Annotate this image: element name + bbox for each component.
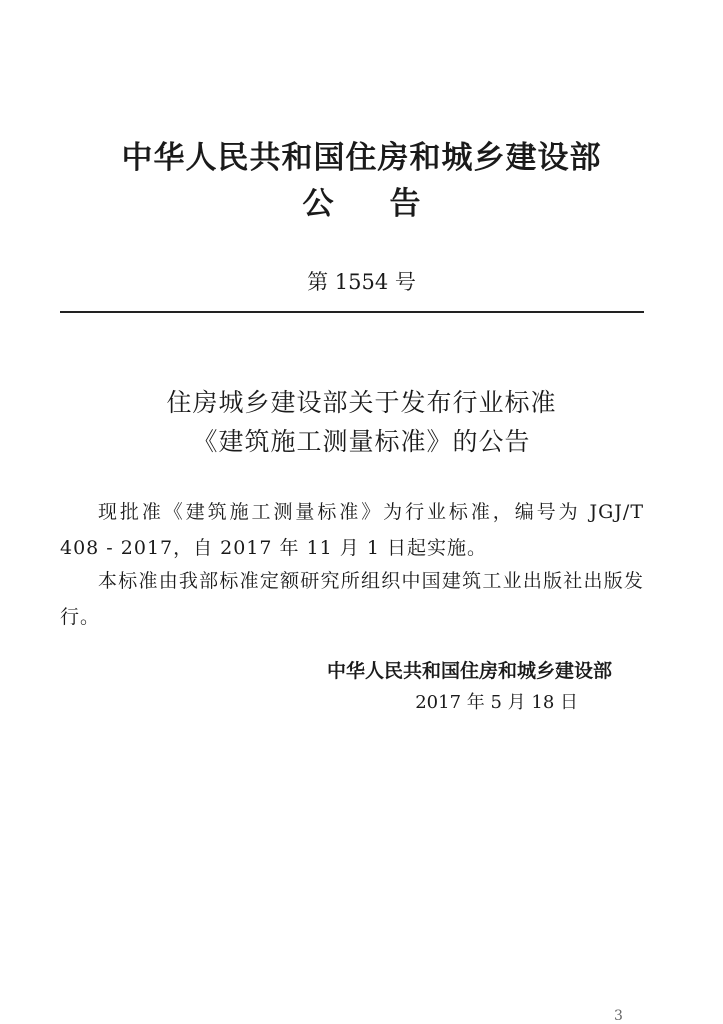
announcement-title-line-1: 住房城乡建设部关于发布行业标准: [166, 388, 557, 417]
announcement-title-line-2: 《建筑施工测量标准》的公告: [192, 427, 531, 456]
document-type: 公告: [302, 186, 477, 222]
announcement-number: 第 1554 号: [307, 270, 416, 294]
divider-rule: [60, 311, 644, 313]
issuer-heading: 中华人民共和国住房和城乡建设部: [121, 140, 602, 176]
body-paragraph-approval: 现批准《建筑施工测量标准》为行业标准，编号为 JGJ/T 408 - 2017，自 2017 年 11 月 1 日起实施。: [60, 501, 644, 559]
signature-date: 2017 年 5 月 18 日: [415, 692, 578, 713]
page-number: 3: [614, 1008, 623, 1024]
body-paragraph-publication: 本标准由我部标准定额研究所组织中国建筑工业出版社出版发行。: [60, 570, 644, 628]
signature-issuer: 中华人民共和国住房和城乡建设部: [326, 660, 612, 682]
